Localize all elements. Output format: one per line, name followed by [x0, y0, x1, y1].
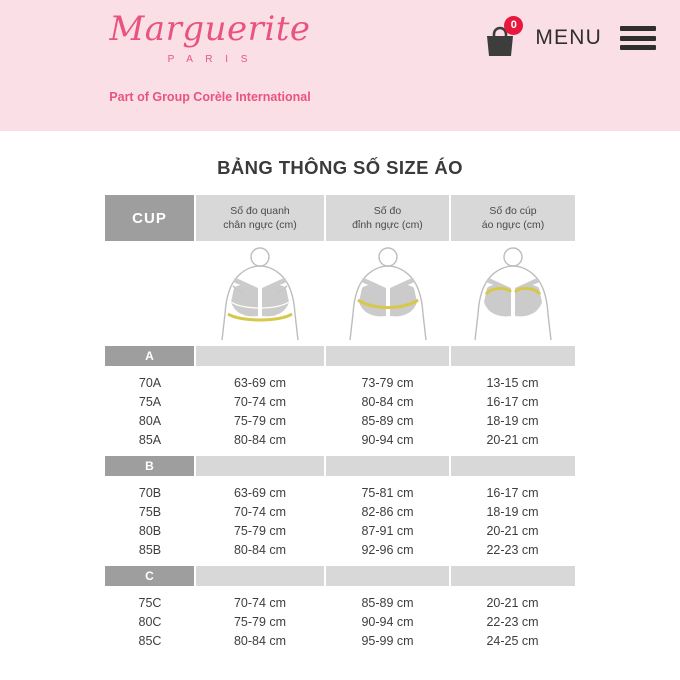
spacer-row — [105, 366, 575, 373]
cell-size: 70A — [105, 373, 195, 392]
cell-cup: 18-19 cm — [450, 502, 575, 521]
cell-underbust: 70-74 cm — [195, 392, 325, 411]
cell-cup: 16-17 cm — [450, 392, 575, 411]
column-header-cupsize — [450, 195, 575, 241]
table-row — [105, 392, 575, 411]
column-header-cupsize-line1: Số đo cúp — [489, 204, 537, 217]
group-fill-b-3 — [450, 456, 575, 476]
spacer-row — [105, 586, 575, 593]
menu-label[interactable]: MENU — [535, 26, 602, 49]
cell-size: 85B — [105, 540, 195, 559]
cell-bust: 82-86 cm — [325, 502, 450, 521]
group-row-a — [105, 346, 575, 366]
cell-underbust: 70-74 cm — [195, 593, 325, 612]
table-row — [105, 411, 575, 430]
page-title: BẢNG THÔNG SỐ SIZE ÁO — [217, 157, 463, 178]
cart-button[interactable] — [481, 16, 521, 60]
size-chart-table-wrapper — [105, 195, 575, 650]
cell-size: 80C — [105, 612, 195, 631]
brand-tagline: Part of Group Corèle International — [109, 90, 311, 104]
illustration-row — [105, 241, 575, 346]
cell-cup: 13-15 cm — [450, 373, 575, 392]
bra-cup-svg — [453, 242, 573, 346]
cell-bust: 85-89 cm — [325, 593, 450, 612]
cell-cup: 22-23 cm — [450, 540, 575, 559]
cell-size: 75B — [105, 502, 195, 521]
cell-cup: 16-17 cm — [450, 483, 575, 502]
site-header — [0, 0, 680, 131]
group-fill-c-1 — [195, 566, 325, 586]
column-header-underbust-line2: chân ngực (cm) — [223, 219, 297, 231]
cell-bust: 90-94 cm — [325, 430, 450, 449]
cart-count-badge: 0 — [504, 16, 523, 35]
brand-logo[interactable] — [60, 9, 360, 65]
cell-size: 70B — [105, 483, 195, 502]
group-fill-a-1 — [195, 346, 325, 366]
cell-underbust: 63-69 cm — [195, 373, 325, 392]
group-label-a: A — [105, 346, 195, 366]
group-row-b — [105, 456, 575, 476]
column-header-bust-line2: đỉnh ngực (cm) — [352, 219, 423, 231]
cell-cup: 20-21 cm — [450, 521, 575, 540]
table-row — [105, 612, 575, 631]
cell-underbust: 75-79 cm — [195, 521, 325, 540]
cell-underbust: 80-84 cm — [195, 540, 325, 559]
group-label-b: B — [105, 456, 195, 476]
cell-size: 80A — [105, 411, 195, 430]
cell-cup: 20-21 cm — [450, 593, 575, 612]
cell-bust: 75-81 cm — [325, 483, 450, 502]
group-label-c: C — [105, 566, 195, 586]
cell-underbust: 75-79 cm — [195, 612, 325, 631]
cell-size: 75C — [105, 593, 195, 612]
brand-subtitle: P A R I S — [167, 53, 253, 65]
cell-underbust: 70-74 cm — [195, 502, 325, 521]
group-fill-c-3 — [450, 566, 575, 586]
cell-bust: 85-89 cm — [325, 411, 450, 430]
cell-size: 75A — [105, 392, 195, 411]
cell-cup: 24-25 cm — [450, 631, 575, 650]
group-row-c — [105, 566, 575, 586]
cell-bust: 92-96 cm — [325, 540, 450, 559]
illustration-empty-cell — [105, 241, 195, 346]
cell-size: 85A — [105, 430, 195, 449]
hamburger-menu-icon[interactable] — [620, 26, 656, 50]
cell-bust: 95-99 cm — [325, 631, 450, 650]
cell-size: 85C — [105, 631, 195, 650]
bra-underbust-svg — [200, 242, 320, 346]
table-header-row — [105, 195, 575, 241]
group-fill-a-3 — [450, 346, 575, 366]
bra-measure-bust-illustration — [325, 241, 450, 346]
column-header-bust-line1: Số đo — [373, 204, 402, 217]
cell-underbust: 80-84 cm — [195, 631, 325, 650]
bra-measure-cup-illustration — [450, 241, 575, 346]
group-fill-c-2 — [325, 566, 450, 586]
table-row — [105, 521, 575, 540]
header-actions — [481, 16, 656, 60]
spacer-row — [105, 449, 575, 456]
cell-underbust: 63-69 cm — [195, 483, 325, 502]
cell-cup: 20-21 cm — [450, 430, 575, 449]
column-header-cupsize-line2: áo ngực (cm) — [481, 219, 545, 231]
group-fill-a-2 — [325, 346, 450, 366]
table-row — [105, 502, 575, 521]
column-header-bust — [325, 195, 450, 241]
size-chart-table — [105, 195, 575, 650]
table-row — [105, 483, 575, 502]
column-header-underbust — [195, 195, 325, 241]
cell-underbust: 75-79 cm — [195, 411, 325, 430]
table-row — [105, 373, 575, 392]
brand-name: Marguerite — [109, 9, 311, 49]
column-header-cup: CUP — [105, 195, 195, 241]
bra-bust-svg — [328, 242, 448, 346]
cell-bust: 73-79 cm — [325, 373, 450, 392]
cell-underbust: 80-84 cm — [195, 430, 325, 449]
cell-bust: 87-91 cm — [325, 521, 450, 540]
group-fill-b-1 — [195, 456, 325, 476]
table-row — [105, 593, 575, 612]
table-row — [105, 540, 575, 559]
spacer-row — [105, 476, 575, 483]
column-header-underbust-line1: Số đo quanh — [230, 204, 290, 217]
group-fill-b-2 — [325, 456, 450, 476]
cell-cup: 18-19 cm — [450, 411, 575, 430]
table-row — [105, 631, 575, 650]
cell-bust: 90-94 cm — [325, 612, 450, 631]
spacer-row — [105, 559, 575, 566]
cell-size: 80B — [105, 521, 195, 540]
cell-bust: 80-84 cm — [325, 392, 450, 411]
bra-measure-underbust-illustration — [195, 241, 325, 346]
cell-cup: 22-23 cm — [450, 612, 575, 631]
table-row — [105, 430, 575, 449]
